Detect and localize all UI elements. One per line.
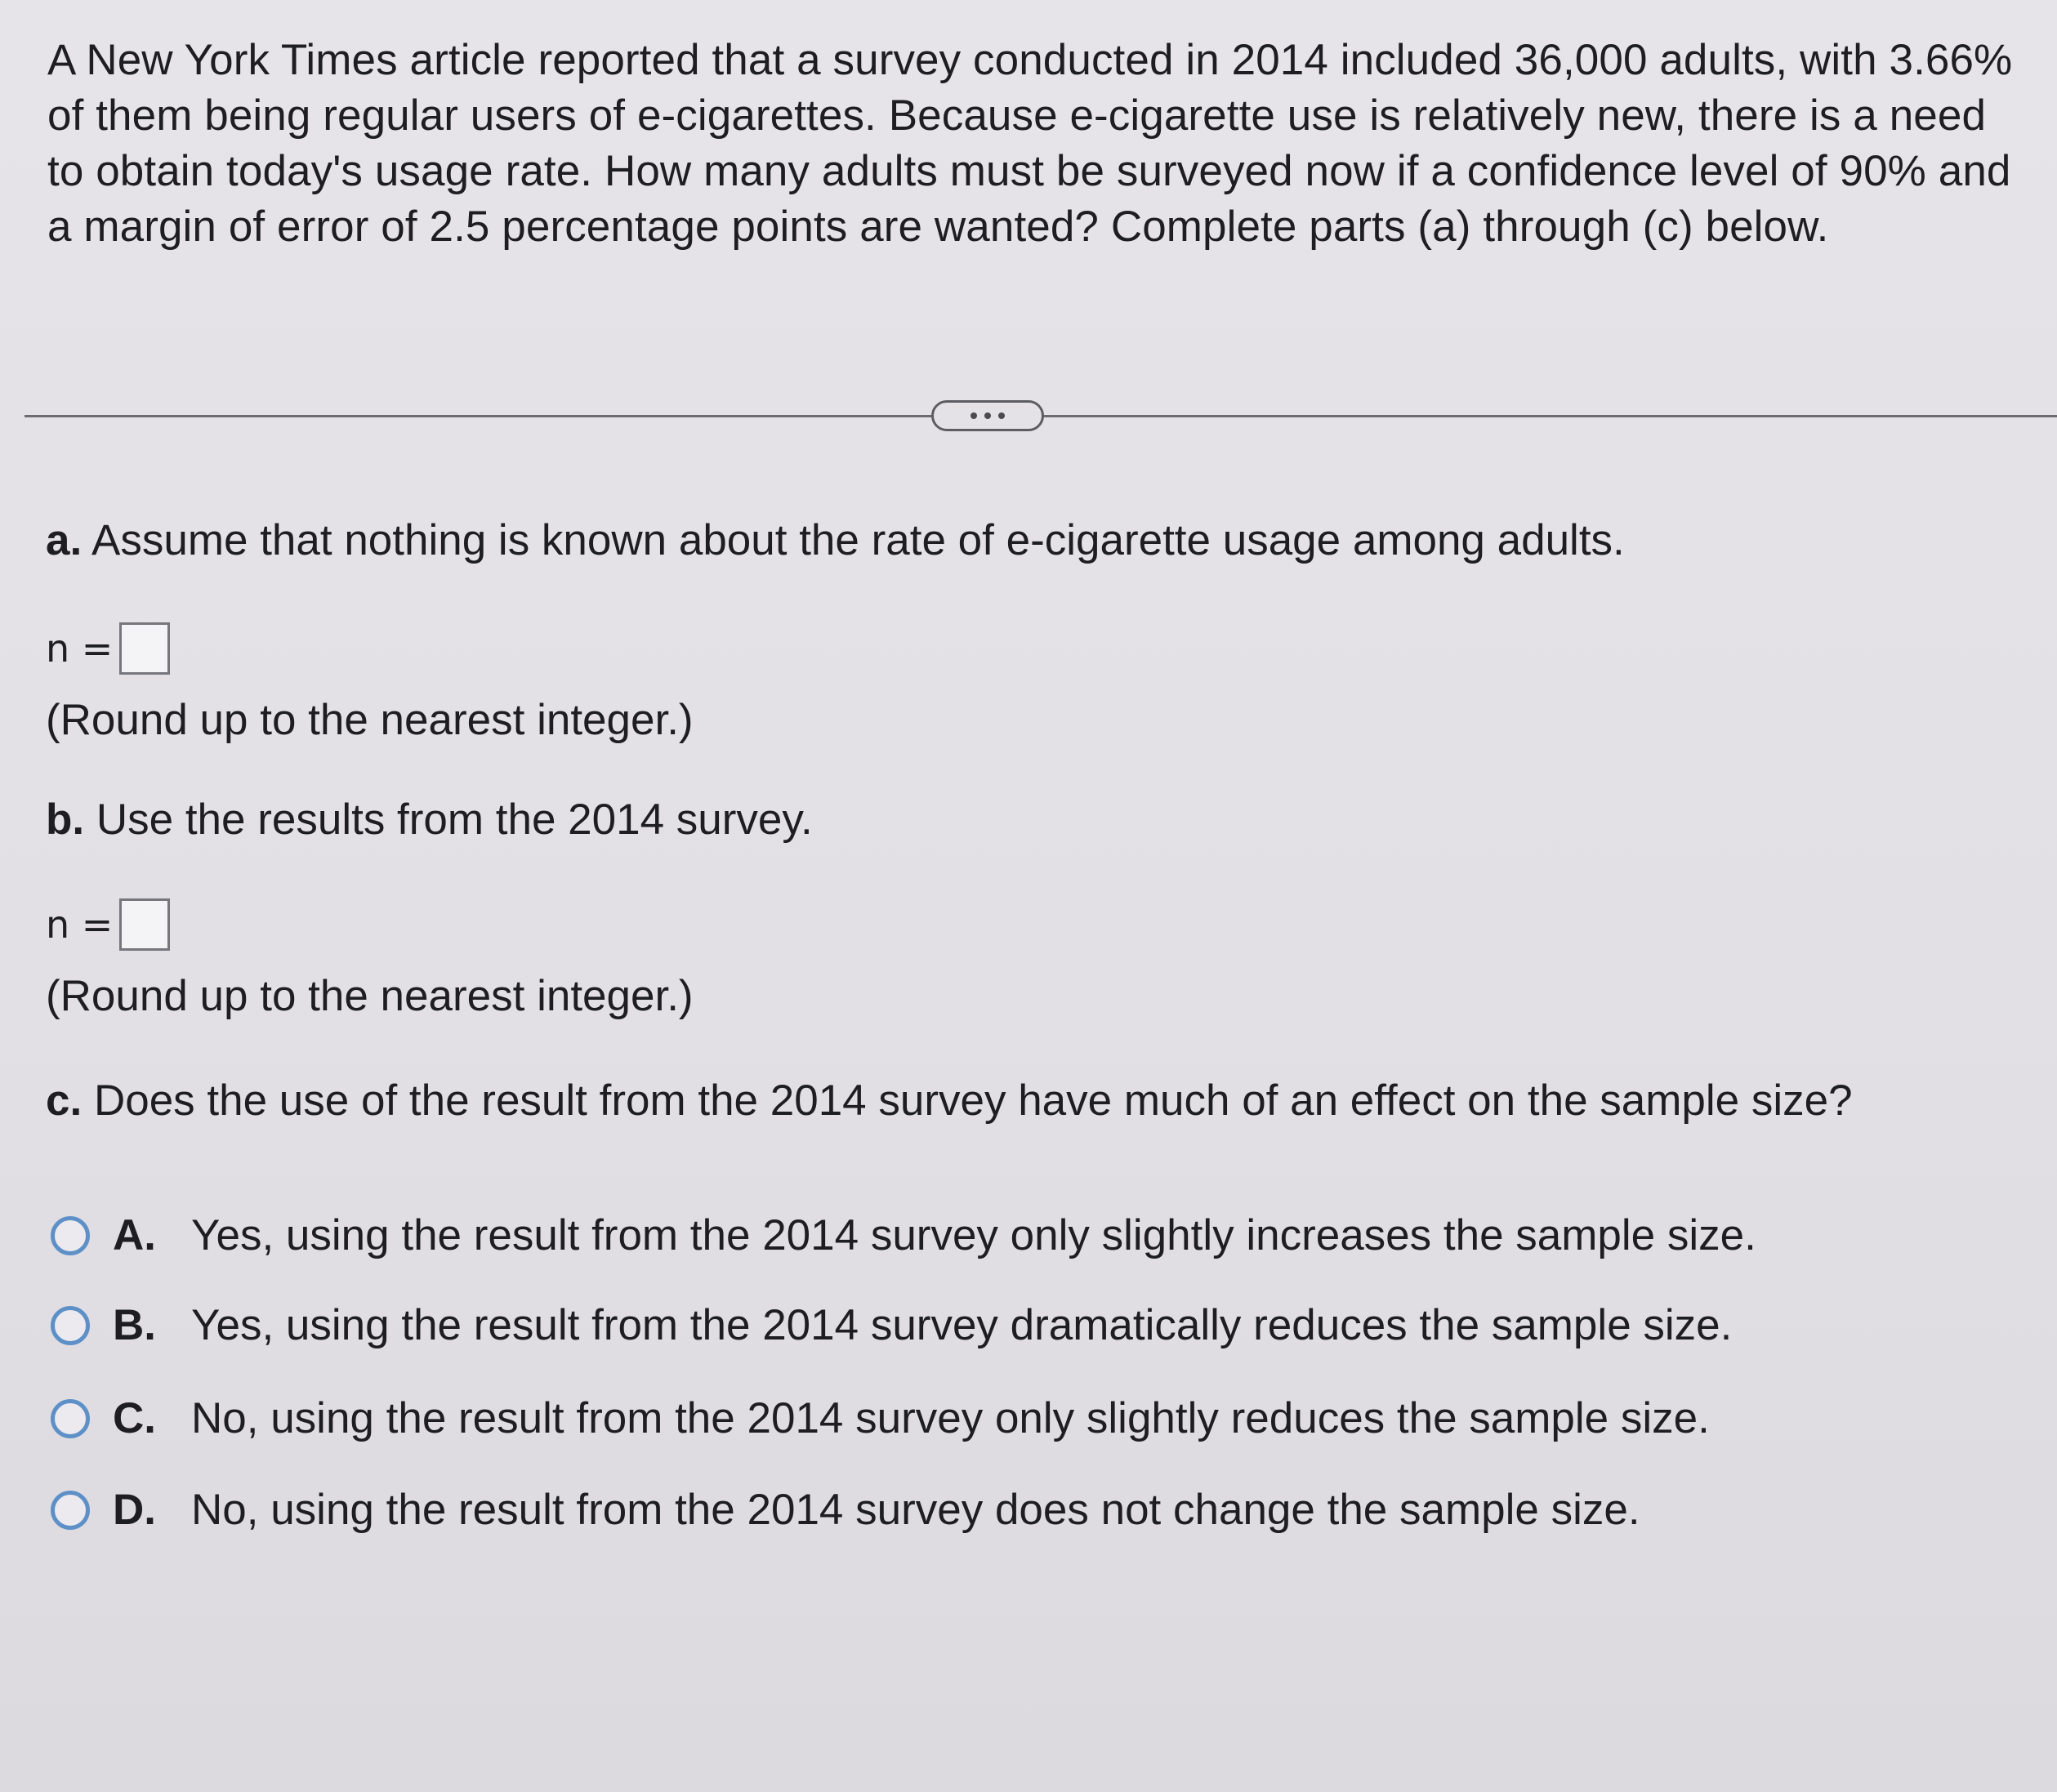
option-b-text: Yes, using the result from the 2014 survey dramatically reduces the sample size.: [191, 1301, 1733, 1349]
radio-b[interactable]: [51, 1306, 90, 1345]
ellipsis-icon: [970, 412, 1005, 419]
option-a-letter: A.: [113, 1211, 156, 1259]
option-d-letter: D.: [113, 1486, 156, 1534]
option-b-letter: B.: [113, 1301, 156, 1349]
radio-a[interactable]: [51, 1216, 90, 1255]
option-b[interactable]: [51, 1300, 1732, 1350]
part-b-text: Use the results from the 2014 survey.: [96, 796, 813, 844]
question-text: A New York Times article reported that a survey conducted in 2014 included 36,000 adults, with 3.66% of them being regular users of e-cigarettes. Because e-cigarette use is relatively new, there is a need to obtain today's usage rate. How many adults must be surveyed now if a confidence level of 90% and a margin of error of 2.5 percentage points are wanted? Complete parts (a) through (c) below.: [47, 36, 2013, 251]
part-c-label: c.: [46, 1077, 83, 1125]
radio-d[interactable]: [51, 1491, 90, 1530]
part-a-text: Assume that nothing is known about the rate of e-cigarette usage among adults.: [91, 516, 1625, 564]
part-a-hint: (Round up to the nearest integer.): [46, 696, 694, 744]
option-a-text: Yes, using the result from the 2014 survey only slightly increases the sample size.: [191, 1211, 1756, 1259]
option-c-text: No, using the result from the 2014 survey only slightly reduces the sample size.: [191, 1394, 1710, 1442]
part-b-label: b.: [46, 796, 85, 844]
part-a-label: a.: [46, 516, 83, 564]
option-d[interactable]: [51, 1485, 1640, 1535]
part-c-prompt: [46, 1075, 1853, 1127]
option-c-letter: C.: [113, 1394, 156, 1442]
radio-c[interactable]: [51, 1399, 90, 1438]
part-b-hint: (Round up to the nearest integer.): [46, 972, 694, 1020]
more-button[interactable]: [931, 400, 1044, 431]
part-c-text: Does the use of the result from the 2014 survey have much of an effect on the sample size?: [93, 1077, 1853, 1125]
part-a-answer-input[interactable]: [119, 622, 170, 675]
part-a-prompt: [46, 515, 1625, 567]
part-a-n-label: n =: [46, 626, 114, 671]
part-a-answer-row: [46, 622, 170, 675]
part-b-n-label: n =: [46, 903, 114, 947]
option-a[interactable]: [51, 1210, 1756, 1260]
part-b-answer-input[interactable]: [119, 898, 170, 951]
option-c[interactable]: [51, 1393, 1710, 1443]
option-d-text: No, using the result from the 2014 survey does not change the sample size.: [191, 1486, 1640, 1534]
part-b-answer-row: [46, 898, 170, 951]
part-b-prompt: [46, 794, 813, 846]
